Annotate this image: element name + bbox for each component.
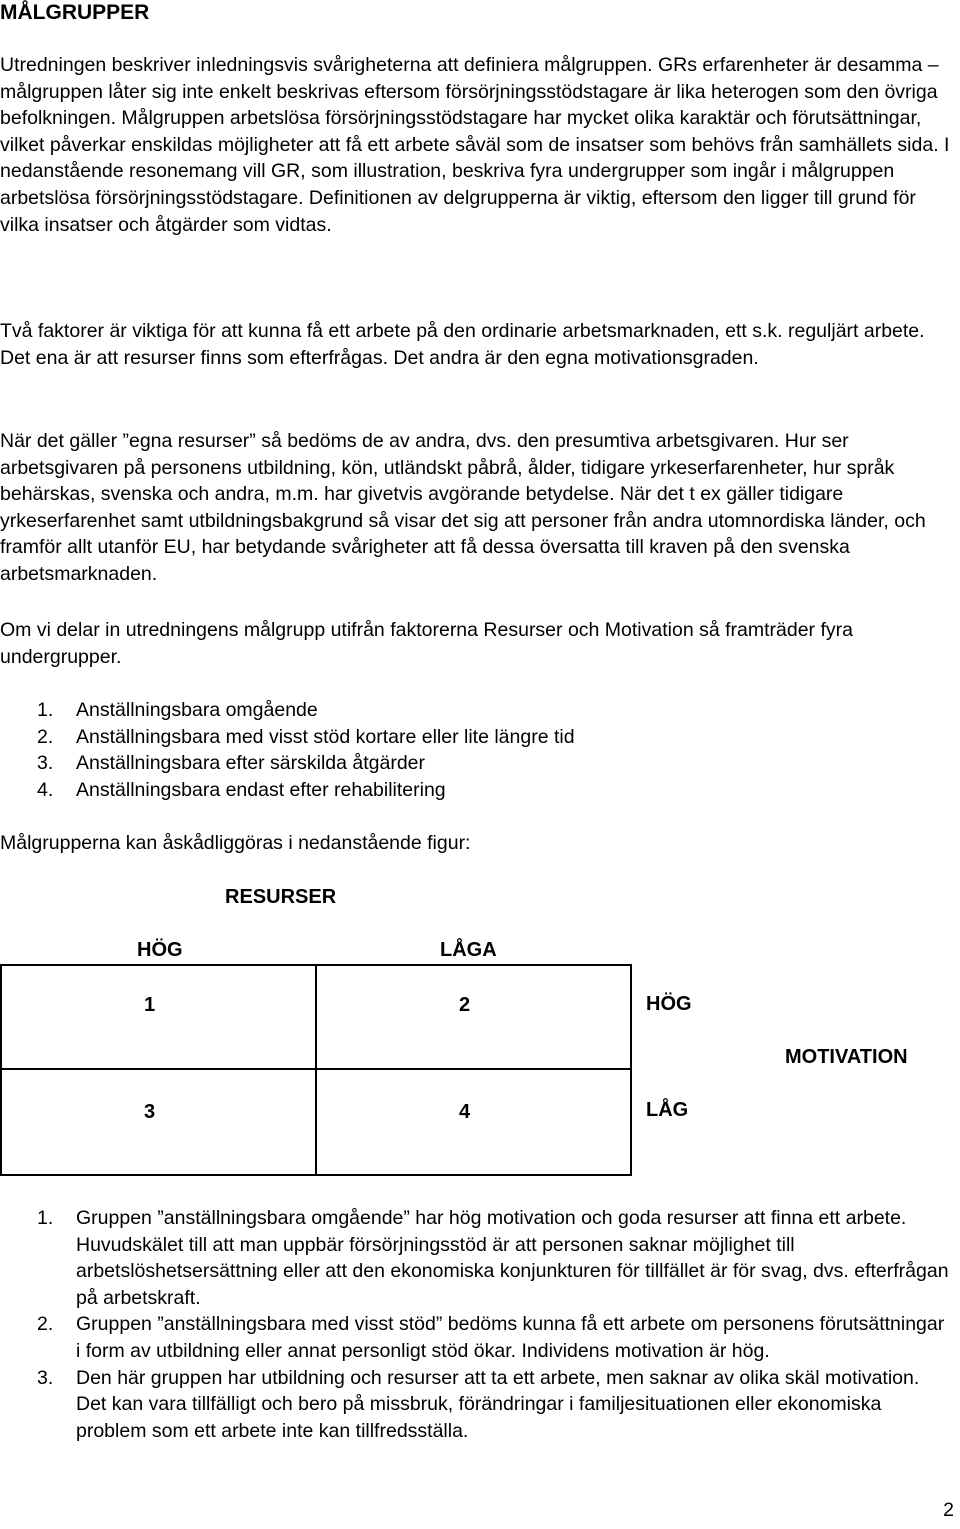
figure-intro-paragraph: Målgrupperna kan åskådliggöras i nedanstående figur:	[0, 832, 471, 854]
list-item	[0, 724, 952, 751]
hog-row-label: HÖG	[646, 993, 692, 1015]
list-text: Anställningsbara omgående	[76, 699, 318, 721]
cell-4: 4	[459, 1101, 471, 1123]
subgroups-intro-paragraph: Om vi delar in utredningens målgrupp utifrån faktorerna Resurser och Motivation så framträder fyra undergrupper.	[0, 619, 853, 668]
cell-3: 3	[144, 1101, 156, 1123]
list-item	[0, 1365, 952, 1445]
list-text: Anställningsbara med visst stöd kortare eller lite längre tid	[76, 725, 575, 748]
resurser-axis-label: RESURSER	[225, 886, 337, 908]
grid-line-horizontal	[0, 1068, 632, 1070]
list-number: 1.	[37, 699, 54, 721]
list-number: 3.	[37, 752, 54, 775]
motivation-axis-label: MOTIVATION	[785, 1046, 908, 1068]
list-number: 2.	[37, 725, 54, 748]
description-list	[0, 1205, 952, 1444]
hog-column-label: HÖG	[137, 939, 183, 961]
factors-paragraph: Två faktorer är viktiga för att kunna få ett arbete på den ordinarie arbetsmarknaden, ett s.k. reguljärt arbete. Det ena är att resurser finns som efterfrågas. Det andra är den egna motivationsgraden.	[0, 320, 925, 369]
list-item	[0, 1311, 952, 1364]
list-text: Anställningsbara efter särskilda åtgärder	[76, 752, 426, 775]
list-number: 2.	[37, 1313, 54, 1336]
resources-paragraph: När det gäller ”egna resurser” så bedöms de av andra, dvs. den presumtiva arbetsgivaren. Hur ser arbetsgivaren på personens utbildning, kön, utländskt påbrå, ålder, tidigare yrkeserfarenheter, hur språk behärskas, svenska och andra, m.m. har givetvis avgörande betydelse. När det t ex gäller tidigare yrkeserfarenhet samt utbildningsbakgrund så visar det sig att personer från andra utomnordiska länder, och framför allt utanför EU, har betydande svårigheter att få dessa översatta till kraven på den svenska arbetsmarknaden.	[0, 430, 926, 585]
list-text: Gruppen ”anställningsbara med visst stöd” bedöms kunna få ett arbete om personens förutsättningar i form av utbildning eller annat personligt stöd ökar. Individens motivation är hög.	[76, 1313, 945, 1362]
cell-1: 1	[144, 994, 156, 1016]
list-text: Anställningsbara endast efter rehabilitering	[76, 778, 446, 801]
laga-column-label: LÅGA	[440, 939, 497, 961]
list-text: Den här gruppen har utbildning och resurser att ta ett arbete, men saknar av olika skäl motivation. Det kan vara tillfälligt och bero på missbruk, förändringar i familjesituationen eller ekonomiska problem som ett arbete inte kan tillfredsställa.	[76, 1366, 920, 1442]
list-number: 3.	[37, 1366, 54, 1389]
grid-line-right	[630, 964, 632, 1176]
section-heading: MÅLGRUPPER	[0, 1, 150, 24]
list-item	[0, 697, 952, 724]
list-item	[0, 777, 952, 804]
lag-row-label: LÅG	[646, 1099, 689, 1121]
list-number: 4.	[37, 778, 54, 801]
subgroup-list	[0, 697, 952, 803]
list-item	[0, 750, 952, 777]
list-item	[0, 1205, 952, 1311]
grid-line-middle	[315, 964, 317, 1176]
cell-2: 2	[459, 994, 471, 1016]
grid-line-left	[0, 964, 2, 1176]
intro-paragraph: Utredningen beskriver inledningsvis svårigheterna att definiera målgruppen. GRs erfarenheter är desamma – målgruppen låter sig inte enkelt beskrivas eftersom försörjningsstödstagare är lika heterogen som den övriga befolkningen. Målgruppen arbetslösa försörjningsstödstagare har mycket olika karaktär och förutsättningar, vilket påverkar enskildas möjligheter att få ett arbete såväl som de insatser som behövs från samhällets sida. I nedanstående resonemang vill GR, som illustration, beskriva fyra undergrupper som ingår i målgruppen arbetslösa försörjningsstödstagare. Definitionen av delgrupperna är viktig, eftersom den ligger till grund för vilka insatser och åtgärder som vidtas.	[0, 54, 950, 236]
list-text: Gruppen ”anställningsbara omgående” har hög motivation och goda resurser att finna ett arbete. Huvudskälet till att man uppbär försörjningsstöd är att personen saknar möjlighet till arbetslöshetsersättning eller att den ekonomiska konjunkturen för tillfället är för svag, dvs. efterfrågan på arbetskraft.	[76, 1207, 949, 1309]
page-number: 2	[943, 1499, 954, 1521]
list-number: 1.	[37, 1207, 54, 1229]
